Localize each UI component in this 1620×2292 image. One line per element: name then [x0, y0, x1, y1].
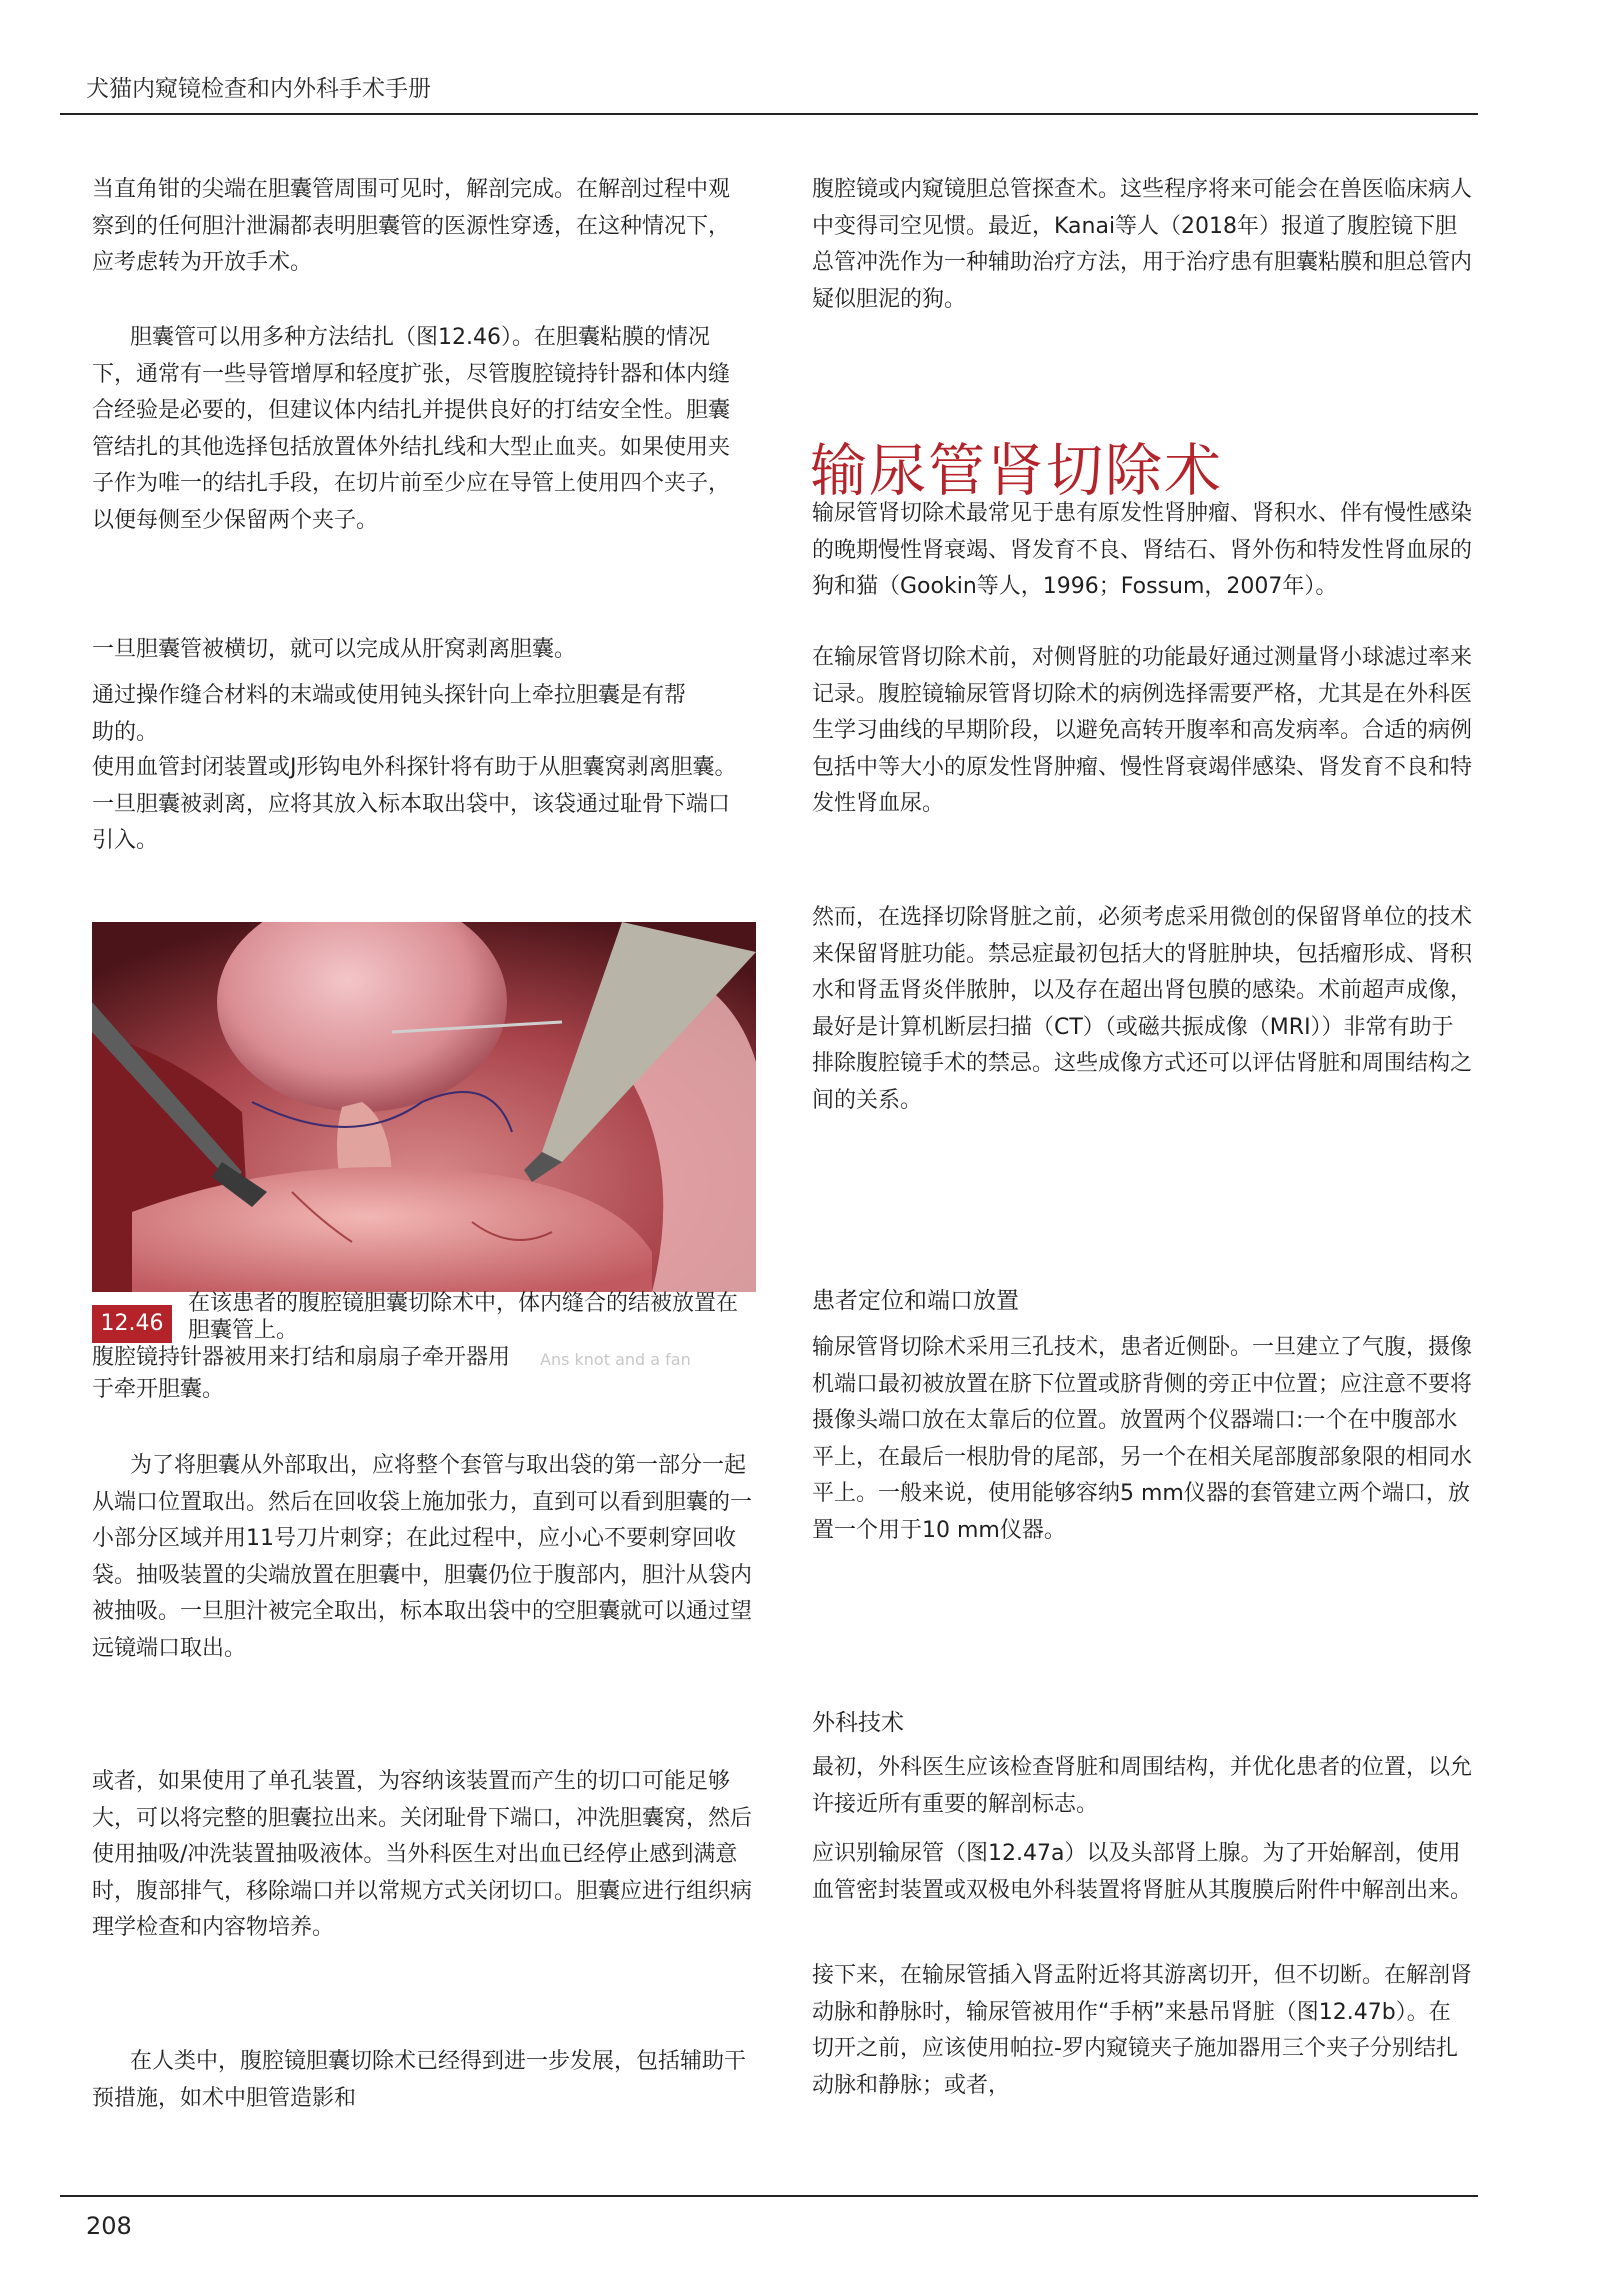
paragraph: 应识别输尿管（图12.47a）以及头部肾上腺。为了开始解剖，使用血管密封装置或双极电外科装置将肾脏从其腹膜后附件中解剖出来。 [812, 1841, 1473, 1903]
paragraph: 一旦胆囊管被横切，就可以完成从肝窝剥离胆囊。 [92, 637, 577, 662]
subheading: 患者定位和端口放置 [812, 1288, 1019, 1314]
header-rule [60, 113, 1478, 115]
subheading: 外科技术 [812, 1710, 904, 1736]
endoscopic-image [92, 922, 756, 1292]
laparoscopic-figure [92, 922, 756, 1292]
paragraph: 然而，在选择切除肾脏之前，必须考虑采用微创的保留肾单位的技术来保留肾脏功能。禁忌症最初包括大的肾脏肿块，包括瘤形成、肾积水和肾盂肾炎伴脓肿，以及存在超出肾包膜的感染。术前超声成像，最好是计算机断层扫描（CT）（或磁共振成像（MRI））非常有助于排除腹腔镜手术的禁忌。这些成像方式还可以评估肾脏和周围结构之间的关系。 [812, 905, 1473, 1113]
ghost-caption-text: Ans knot and a fan [540, 1350, 691, 1369]
running-header: 犬猫内窥镜检查和内外科手术手册 [86, 76, 431, 102]
figure-caption-continued: 腹腔镜持针器被用来打结和扇扇子牵开器用于牵开胆囊。 [92, 1345, 511, 1402]
paragraph: 输尿管肾切除术最常见于患有原发性肾肿瘤、肾积水、伴有慢性感染的晚期慢性肾衰竭、肾发育不良、肾结石、肾外伤和特发性肾血尿的狗和猫（Gookin等人，1996；Fossum，2007年）。 [812, 501, 1473, 599]
paragraph: 腹腔镜或内窥镜胆总管探查术。这些程序将来可能会在兽医临床病人中变得司空见惯。最近，Kanai等人（2018年）报道了腹腔镜下胆总管冲洗作为一种辅助治疗方法，用于治疗患有胆囊粘膜和胆总管内疑似胆泥的狗。 [812, 177, 1473, 312]
paragraph: 通过操作缝合材料的末端或使用钝头探针向上牵拉胆囊是有帮助的。 [92, 683, 687, 745]
paragraph: 最初，外科医生应该检查肾脏和周围结构，并优化患者的位置，以允许接近所有重要的解剖标志。 [812, 1755, 1473, 1817]
section-title: 输尿管肾切除术 [810, 438, 1223, 504]
paragraph: 在输尿管肾切除术前，对侧肾脏的功能最好通过测量肾小球滤过率来记录。腹腔镜输尿管肾切除术的病例选择需要严格，尤其是在外科医生学习曲线的早期阶段，以避免高转开腹率和高发病率。合适的病例包括中等大小的原发性肾肿瘤、慢性肾衰竭伴感染、肾发育不良和特发性肾血尿。 [812, 645, 1473, 816]
figure-number-badge: 12.46 [92, 1305, 172, 1343]
paragraph: 使用血管封闭装置或J形钩电外科探针将有助于从胆囊窝剥离胆囊。一旦胆囊被剥离，应将其放入标本取出袋中，该袋通过耻骨下端口引入。 [92, 755, 737, 853]
paragraph: 接下来，在输尿管插入肾盂附近将其游离切开，但不切断。在解剖肾动脉和静脉时，输尿管被用作“手柄”来悬吊肾脏（图12.47b）。在切开之前，应该使用帕拉-罗内窥镜夹子施加器用三个夹子分别结扎动脉和静脉；或者， [812, 1963, 1473, 2098]
paragraph: 当直角钳的尖端在胆囊管周围可见时，解剖完成。在解剖过程中观察到的任何胆汁泄漏都表明胆囊管的医源性穿透，在这种情况下，应考虑转为开放手术。 [92, 177, 731, 275]
paragraph: 胆囊管可以用多种方法结扎（图12.46）。在胆囊粘膜的情况下，通常有一些导管增厚和轻度扩张，尽管腹腔镜持针器和体内缝合经验是必要的，但建议体内结扎并提供良好的打结安全性。胆囊管结扎的其他选择包括放置体外结扎线和大型止血夹。如果使用夹子作为唯一的结扎手段，在切片前至少应在导管上使用四个夹子，以便每侧至少保留两个夹子。 [92, 325, 731, 533]
page-number: 208 [86, 2212, 132, 2240]
paragraph: 输尿管肾切除术采用三孔技术，患者近侧卧。一旦建立了气腹，摄像机端口最初被放置在脐下位置或脐背侧的旁正中位置；应注意不要将摄像头端口放在太靠后的位置。放置两个仪器端口:一个在中腹部水平上，在最后一根肋骨的尾部，另一个在相关尾部腹部象限的相同水平上。一般来说，使用能够容纳5 mm仪器的套管建立两个端口，放置一个用于10 mm仪器。 [812, 1335, 1473, 1543]
paragraph: 或者，如果使用了单孔装置，为容纳该装置而产生的切口可能足够大，可以将完整的胆囊拉出来。关闭耻骨下端口，冲洗胆囊窝，然后使用抽吸/冲洗装置抽吸液体。当外科医生对出血已经停止感到满意时，腹部排气，移除端口并以常规方式关闭切口。胆囊应进行组织病理学检查和内容物培养。 [92, 1769, 753, 1940]
paragraph: 为了将胆囊从外部取出，应将整个套管与取出袋的第一部分一起从端口位置取出。然后在回收袋上施加张力，直到可以看到胆囊的一小部分区域并用11号刀片刺穿；在此过程中，应小心不要刺穿回收袋。抽吸装置的尖端放置在胆囊中，胆囊仍位于腹部内，胆汁从袋内被抽吸。一旦胆汁被完全取出，标本取出袋中的空胆囊就可以通过望远镜端口取出。 [92, 1453, 753, 1661]
paragraph: 在人类中，腹腔镜胆囊切除术已经得到进一步发展，包括辅助干预措施，如术中胆管造影和 [92, 2049, 747, 2111]
figure-caption: 在该患者的腹腔镜胆囊切除术中，体内缝合的结被放置在胆囊管上。 [188, 1291, 739, 1343]
footer-rule [60, 2195, 1478, 2197]
